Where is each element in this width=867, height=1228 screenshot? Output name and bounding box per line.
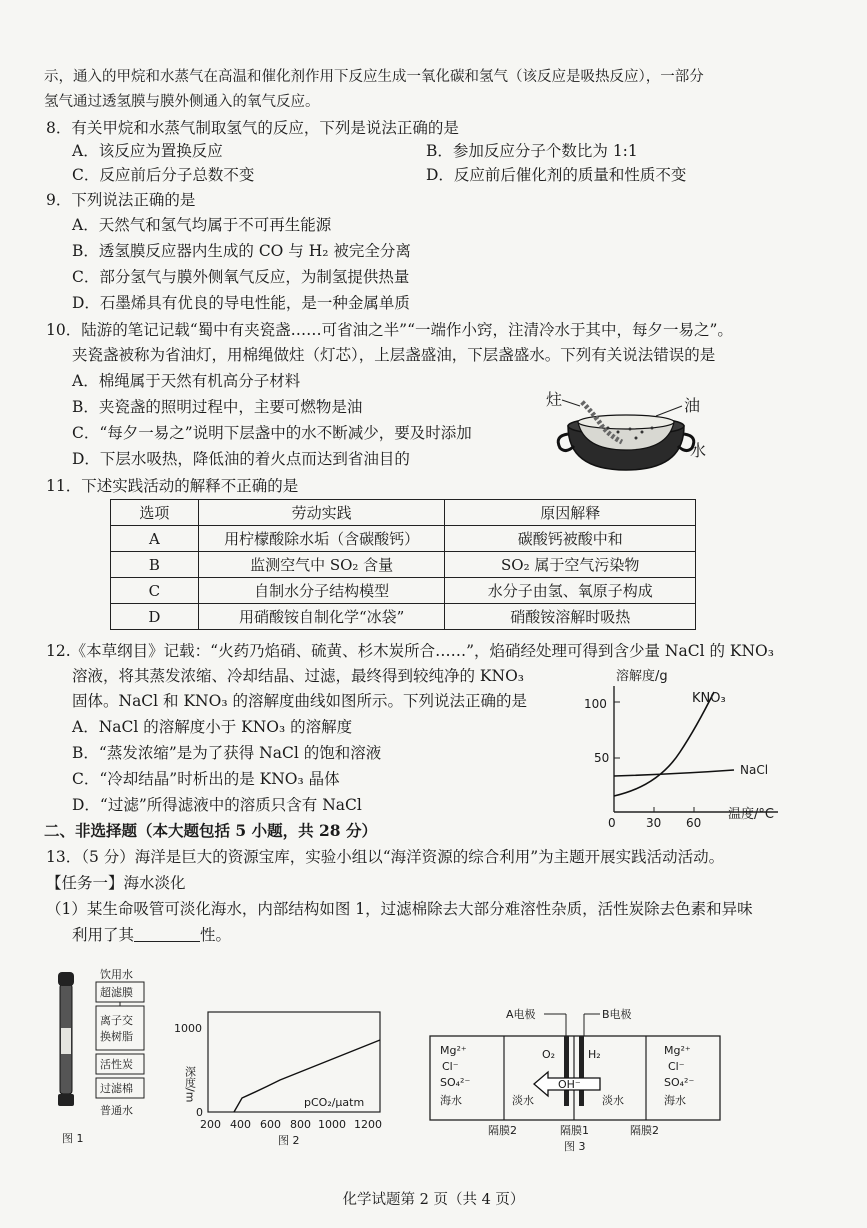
fig3-left-seawater: 海水 [440, 1094, 462, 1107]
q9-stem: 9．下列说法正确的是 [46, 191, 196, 209]
solubility-xtick-60: 60 [686, 816, 702, 830]
table-header-cell: 原因解释 [445, 500, 696, 526]
fig3-o2-label: O₂ [542, 1048, 556, 1061]
fig3-electrode-a [564, 1036, 569, 1106]
lamp-water-label: 水 [690, 441, 707, 460]
fig1-layer-ordinary-water: 普通水 [100, 1104, 133, 1117]
q11-stem: 11．下述实践活动的解释不正确的是 [46, 477, 299, 495]
fig2-xtick-200: 200 [200, 1118, 221, 1131]
fig3-h2-label: H₂ [588, 1048, 601, 1061]
fig3-electrode-b [579, 1036, 584, 1106]
table-cell: SO₂ 属于空气污染物 [445, 552, 696, 578]
fig3-left-mg: Mg²⁺ [440, 1044, 467, 1057]
q12-option-d: D．“过滤”所得滤液中的溶质只含有 NaCl [72, 796, 362, 814]
table-header-cell: 选项 [111, 500, 199, 526]
q11-table [110, 499, 696, 630]
table-row [111, 578, 696, 604]
solubility-xlabel: 温度/°C [728, 807, 774, 822]
fig2-ytick-1000: 1000 [174, 1022, 202, 1035]
table-cell: 用柠檬酸除水垢（含碳酸钙） [198, 526, 445, 552]
q10-option-c: C．“每夕一易之”说明下层盏中的水不断减少，要及时添加 [72, 424, 472, 442]
table-cell: A [111, 526, 199, 552]
fig3-fresh-left: 淡水 [512, 1094, 534, 1107]
fig2-xtick-800: 800 [290, 1118, 311, 1131]
fig1-caption: 图 1 [62, 1132, 84, 1145]
fig2-caption: 图 2 [278, 1134, 300, 1147]
table-cell: 硝酸铵溶解时吸热 [445, 604, 696, 630]
answer-blank[interactable] [134, 927, 200, 942]
kno3-label: KNO₃ [692, 691, 726, 706]
q9-option-b: B．透氢膜反应器内生成的 CO 与 H₂ 被完全分离 [72, 242, 411, 260]
q9-option-a: A．天然气和氢气均属于不可再生能源 [72, 216, 332, 234]
q8-option-a: A．该反应为置换反应 [72, 142, 223, 160]
fig3-left-so4: SO₄²⁻ [440, 1076, 471, 1089]
q12-option-b: B．“蒸发浓缩”是为了获得 NaCl 的饱和溶液 [72, 744, 382, 762]
table-header-cell: 劳动实践 [198, 500, 445, 526]
q13-part1-pre: 利用了其 [72, 926, 135, 944]
fig1-layer-filter-cotton: 过滤棉 [100, 1082, 133, 1095]
nacl-label: NaCl [740, 763, 769, 777]
fig2-xlabel: pCO₂/μatm [304, 1096, 365, 1109]
q12-stem-1: 12.《本草纲目》记载：“火药乃焰硝、硫黄、杉木炭所合……”，焰硝经处理可得到含少量 NaCl 的 KNO₃ [46, 642, 774, 660]
fig3-electrode-a-label: A电极 [506, 1008, 536, 1021]
fig3-fresh-right: 淡水 [602, 1094, 624, 1107]
figure-1-straw [52, 962, 160, 1148]
fig3-left-cl: Cl⁻ [442, 1060, 459, 1073]
q8-option-c: C．反应前后分子总数不变 [72, 166, 255, 184]
q10-option-b: B．夹瓷盏的照明过程中，主要可燃物是油 [72, 398, 363, 416]
fig1-layer-ion-exchange-2: 换树脂 [100, 1030, 133, 1043]
table-row [111, 526, 696, 552]
fig1-layer-ion-exchange-1: 离子交 [100, 1014, 133, 1027]
table-cell: 水分子由氢、氧原子构成 [445, 578, 696, 604]
page-footer: 化学试题第 2 页（共 4 页） [342, 1192, 525, 1208]
q13-part1-line2 [72, 924, 231, 946]
fig2-xtick-600: 600 [260, 1118, 281, 1131]
solubility-xtick-0: 0 [608, 816, 616, 830]
q12-stem-2: 溶液，将其蒸发浓缩、冷却结晶、过滤，最终得到较纯净的 KNO₃ [72, 667, 524, 685]
q12-option-c: C．“冷却结晶”时析出的是 KNO₃ 晶体 [72, 770, 340, 788]
fig1-layer-ultrafiltration: 超滤膜 [100, 986, 133, 999]
table-cell: D [111, 604, 199, 630]
q12-option-a: A．NaCl 的溶解度小于 KNO₃ 的溶解度 [72, 718, 353, 736]
oil-lamp-figure [538, 384, 728, 480]
fig3-right-cl: Cl⁻ [668, 1060, 685, 1073]
table-cell: C [111, 578, 199, 604]
q8-stem: 8．有关甲烷和水蒸气制取氢气的反应，下列是说法正确的是 [46, 119, 459, 137]
fig2-ytick-0: 0 [196, 1106, 203, 1119]
solubility-chart [578, 666, 798, 834]
q9-option-d: D．石墨烯具有优良的导电性能，是一种金属单质 [72, 294, 410, 312]
nacl-curve [614, 770, 734, 776]
table-cell: 监测空气中 SO₂ 含量 [198, 552, 445, 578]
fig2-xtick-1000: 1000 [318, 1118, 346, 1131]
table-row [111, 552, 696, 578]
lamp-wick-label: 炷 [546, 390, 563, 409]
fig3-right-seawater: 海水 [664, 1094, 686, 1107]
q13-part1-post: 性。 [200, 926, 232, 944]
solubility-ytick-100: 100 [584, 697, 607, 711]
solubility-ytick-50: 50 [594, 751, 610, 765]
fig3-electrode-b-label: B电极 [602, 1008, 632, 1021]
q8-option-b: B．参加反应分子个数比为 1:1 [426, 142, 638, 160]
table-cell: 用硝酸铵自制化学“冰袋” [198, 604, 445, 630]
q10-option-a: A．棉绳属于天然有机高分子材料 [72, 372, 301, 390]
intro-line-1: 示，通入的甲烷和水蒸气在高温和催化剂作用下反应生成一氧化碳和氢气（该反应是吸热反应），一部分 [44, 69, 704, 85]
lamp-oil-label: 油 [684, 396, 701, 415]
intro-line-2: 氢气通过透氢膜与膜外侧通入的氧气反应。 [44, 94, 320, 110]
fig3-membrane-label-center: 隔膜1 [560, 1124, 589, 1137]
q13-part1-line1: （1）某生命吸管可淡化海水，内部结构如图 1，过滤棉除去大部分难溶性杂质，活性炭除去色素和异味 [46, 900, 753, 918]
table-row [111, 604, 696, 630]
fig3-right-mg: Mg²⁺ [664, 1044, 691, 1057]
table-cell: B [111, 552, 199, 578]
fig1-layer-drinking-water: 饮用水 [100, 968, 133, 981]
q13-stem: 13．（5 分）海洋是巨大的资源宝库，实验小组以“海洋资源的综合利用”为主题开展实践活动活动。 [46, 848, 725, 866]
figure-3-electrodialysis [424, 1006, 724, 1154]
section-2-heading: 二、非选择题（本大题包括 5 小题，共 28 分） [44, 821, 377, 840]
q10-option-d: D．下层水吸热，降低油的着火点而达到省油目的 [72, 450, 410, 468]
table-cell: 自制水分子结构模型 [198, 578, 445, 604]
fig3-membrane-label-right: 隔膜2 [630, 1124, 659, 1137]
fig2-ylabel: 深度/m [183, 1066, 197, 1103]
fig3-caption: 图 3 [564, 1140, 586, 1153]
kno3-curve [614, 692, 714, 796]
fig1-layer-activated-carbon: 活性炭 [100, 1058, 133, 1071]
q13-task1: 【任务一】海水淡化 [46, 874, 186, 892]
table-header-row [111, 500, 696, 526]
fig2-xtick-1200: 1200 [354, 1118, 382, 1131]
fig3-right-so4: SO₄²⁻ [664, 1076, 695, 1089]
q8-option-d: D．反应前后催化剂的质量和性质不变 [426, 166, 687, 184]
q10-stem-1: 10．陆游的笔记记载“蜀中有夹瓷盏……可省油之半”“一端作小窍，注清冷水于其中，每夕一易之”。 [46, 321, 733, 339]
fig3-membrane-label-left: 隔膜2 [488, 1124, 517, 1137]
solubility-xtick-30: 30 [646, 816, 662, 830]
figure-2-chart [160, 1010, 400, 1150]
fig2-xtick-400: 400 [230, 1118, 251, 1131]
q10-stem-2: 夹瓷盏被称为省油灯，用棉绳做炷（灯芯），上层盏盛油，下层盏盛水。下列有关说法错误的是 [72, 346, 716, 364]
q12-stem-3: 固体。NaCl 和 KNO₃ 的溶解度曲线如图所示。下列说法正确的是 [72, 692, 527, 710]
fig3-oh-label: OH⁻ [558, 1078, 581, 1091]
q9-option-c: C．部分氢气与膜外侧氧气反应，为制氢提供热量 [72, 268, 410, 286]
table-cell: 碳酸钙被酸中和 [445, 526, 696, 552]
solubility-ylabel: 溶解度/g [616, 669, 668, 684]
